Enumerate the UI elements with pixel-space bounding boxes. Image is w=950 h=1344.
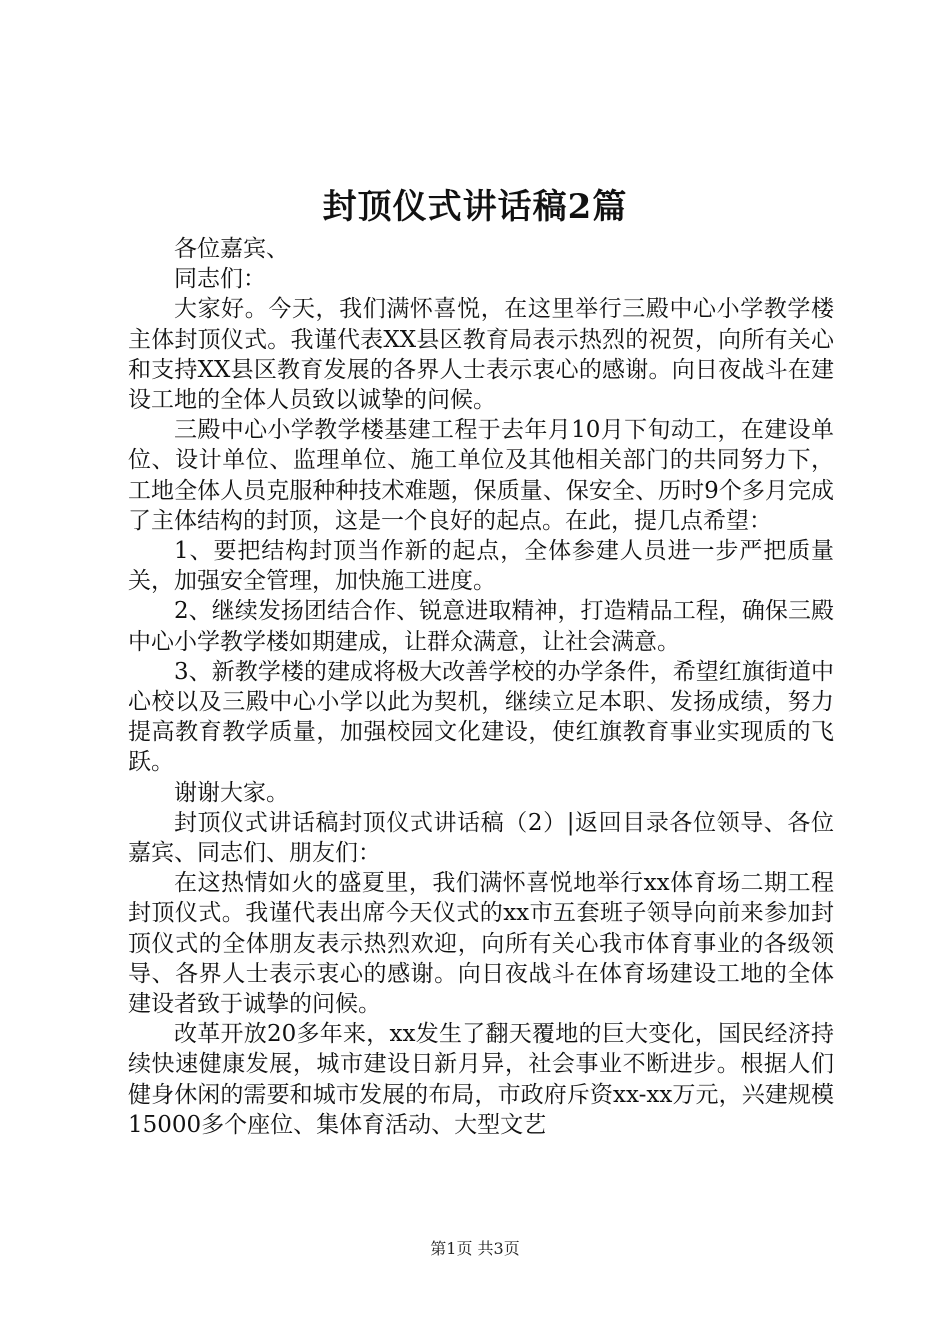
paragraph-hope-3: 3、新教学楼的建成将极大改善学校的办学条件，希望红旗街道中心校以及三殿中心小学以此为契机，继续立足本职、发扬成绩，努力提高教育教学质量，加强校园文化建设，使红旗教育事业实现质的飞跃。 bbox=[128, 658, 834, 776]
paragraph-project-progress: 三殿中心小学教学楼基建工程于去年月10月下旬动工，在建设单位、设计单位、监理单位、施工单位及其他相关部门的共同努力下，工地全体人员克服种种技术难题，保质量、保安全、历时9个多月完成了主体结构的封顶，这是一个良好的起点。在此，提几点希望： bbox=[128, 417, 834, 534]
paragraph-greeting: 大家好。今天，我们满怀喜悦，在这里举行三殿中心小学教学楼主体封顶仪式。我谨代表XX县区教育局表示热烈的祝贺，向所有关心和支持XX县区教育发展的各界人士表示衷心的感谢。向日夜战斗在建设工地的全体人员致以诚挚的问候。 bbox=[128, 296, 834, 414]
paragraph-hope-2: 2、继续发扬团结合作、锐意进取精神，打造精品工程，确保三殿中心小学教学楼如期建成，让群众满意，让社会满意。 bbox=[128, 598, 834, 655]
document-title: 封顶仪式讲话稿2篇 bbox=[322, 187, 628, 227]
paragraph-speech-2-opening: 在这热情如火的盛夏里，我们满怀喜悦地举行xx体育场二期工程封顶仪式。我谨代表出席今天仪式的xx市五套班子领导向前来参加封顶仪式的全体朋友表示热烈欢迎，向所有关心我市体育事业的各级领导、各界人士表示衷心的感谢。向日夜战斗在体育场建设工地的全体建设者致于诚挚的问候。 bbox=[128, 870, 834, 1018]
paragraph-speech-2-heading: 封顶仪式讲话稿封顶仪式讲话稿（2）|返回目录各位领导、各位嘉宾、同志们、朋友们： bbox=[128, 809, 834, 867]
paragraph-speech-2-background: 改革开放20多年来，xx发生了翻天覆地的巨大变化，国民经济持续快速健康发展，城市建设日新月异，社会事业不断进步。根据人们健身休闲的需要和城市发展的布局，市政府斥资xx-xx万元，兴建规模15000多个座位、集体育活动、大型文艺 bbox=[128, 1021, 834, 1138]
paragraph-hope-1: 1、要把结构封顶当作新的起点，全体参建人员进一步严把质量关，加强安全管理，加快施工进度。 bbox=[128, 538, 834, 595]
page-footer: 第1页 共3页 bbox=[430, 1239, 520, 1258]
salutation-comrades: 同志们： bbox=[174, 266, 266, 293]
paragraph-thanks: 谢谢大家。 bbox=[174, 779, 289, 806]
salutation-guests: 各位嘉宾、 bbox=[174, 236, 289, 262]
document-body bbox=[128, 234, 834, 1140]
